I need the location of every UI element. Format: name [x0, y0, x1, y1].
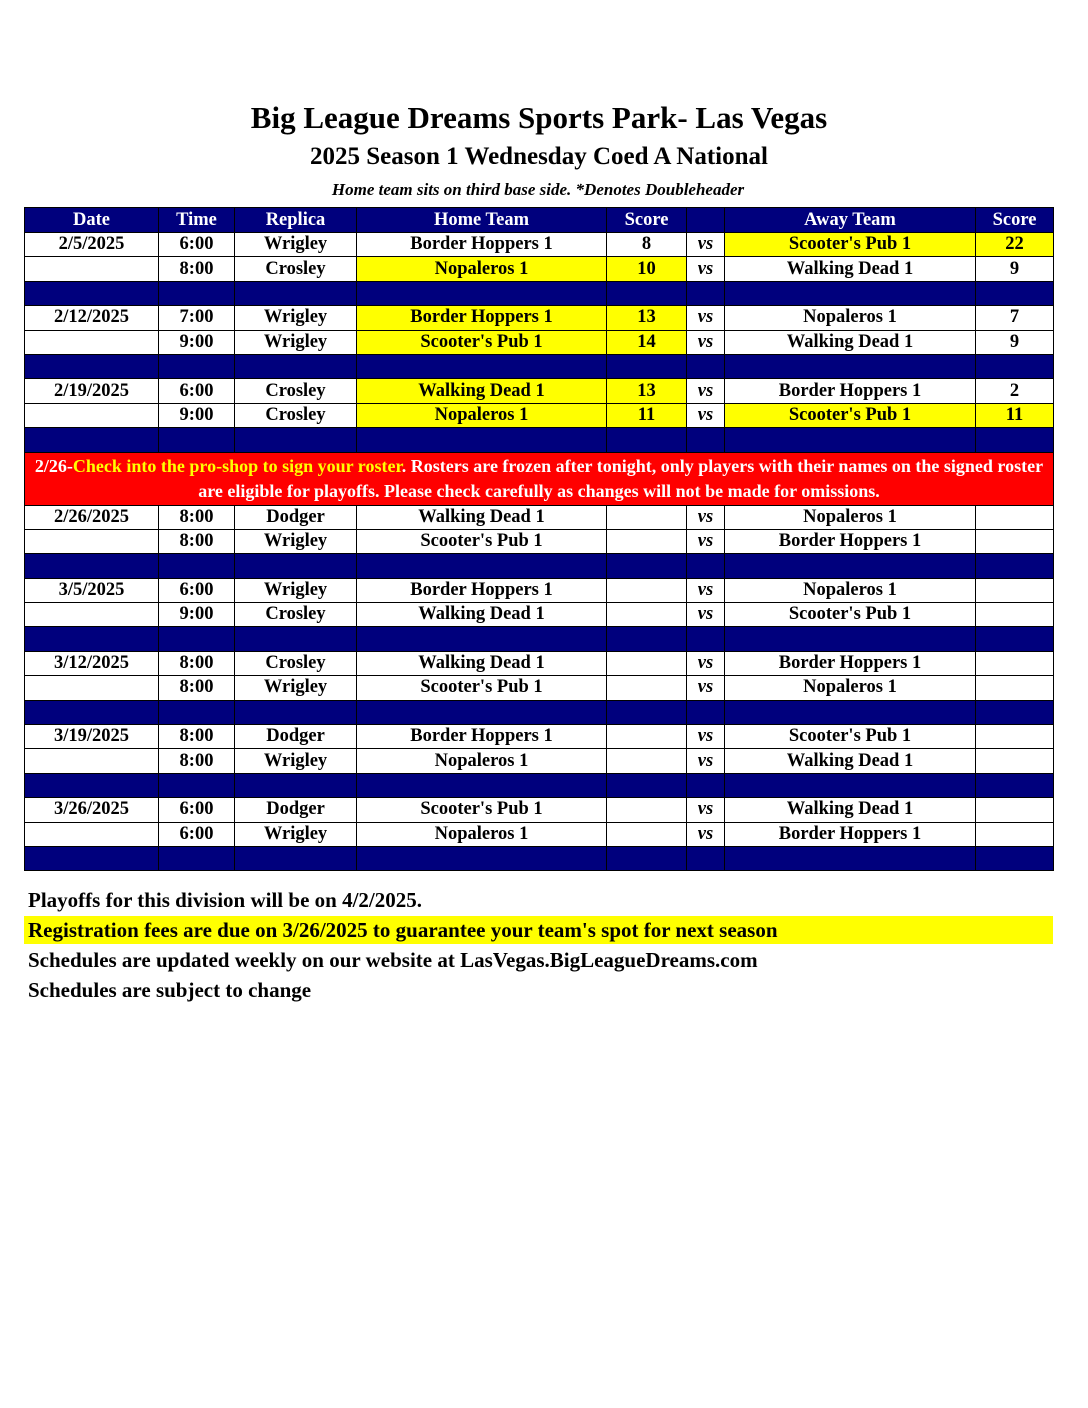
game-field: Crosley — [235, 379, 357, 403]
separator-cell — [607, 846, 687, 870]
home-team: Nopaleros 1 — [357, 749, 607, 773]
vs-label: vs — [687, 379, 725, 403]
home-team: Walking Dead 1 — [357, 603, 607, 627]
vs-label: vs — [687, 603, 725, 627]
separator-cell — [607, 354, 687, 378]
game-time: 9:00 — [159, 403, 235, 427]
away-score — [976, 603, 1054, 627]
separator-cell — [607, 627, 687, 651]
game-field: Wrigley — [235, 578, 357, 602]
separator-cell — [687, 554, 725, 578]
game-row — [25, 330, 1054, 354]
game-time: 8:00 — [159, 676, 235, 700]
separator-cell — [159, 846, 235, 870]
header-row — [25, 208, 1054, 233]
notice-lead: Check into the pro-shop to sign your roster — [72, 455, 402, 476]
game-row — [25, 676, 1054, 700]
game-time: 8:00 — [159, 725, 235, 749]
separator-cell — [607, 554, 687, 578]
vs-label: vs — [687, 306, 725, 330]
game-time: 8:00 — [159, 257, 235, 281]
game-field: Wrigley — [235, 749, 357, 773]
game-date — [25, 822, 159, 846]
separator-cell — [725, 554, 976, 578]
game-row — [25, 749, 1054, 773]
home-score: 11 — [607, 403, 687, 427]
separator-cell — [725, 281, 976, 305]
game-row — [25, 403, 1054, 427]
separator-cell — [235, 554, 357, 578]
game-time: 6:00 — [159, 379, 235, 403]
away-score: 9 — [976, 257, 1054, 281]
home-score — [607, 749, 687, 773]
game-row — [25, 822, 1054, 846]
vs-label: vs — [687, 749, 725, 773]
vs-label: vs — [687, 578, 725, 602]
game-row — [25, 505, 1054, 529]
notice-rest: . Rosters are frozen after tonight, only players with their names on the signed roster are eligible for playoffs. Please check carefully as changes will not be made for omissions. — [198, 455, 1044, 501]
away-score: 22 — [976, 233, 1054, 257]
notice-section — [25, 452, 1054, 505]
away-team: Nopaleros 1 — [725, 505, 976, 529]
game-field: Wrigley — [235, 306, 357, 330]
away-team: Scooter's Pub 1 — [725, 725, 976, 749]
game-time: 6:00 — [159, 578, 235, 602]
separator-cell — [235, 700, 357, 724]
separator-cell — [687, 627, 725, 651]
separator-cell — [687, 773, 725, 797]
separator-cell — [976, 773, 1054, 797]
home-team: Nopaleros 1 — [357, 257, 607, 281]
separator-cell — [159, 354, 235, 378]
separator-cell — [25, 773, 159, 797]
separator-cell — [25, 428, 159, 452]
game-field: Crosley — [235, 603, 357, 627]
away-team: Walking Dead 1 — [725, 749, 976, 773]
home-score: 13 — [607, 306, 687, 330]
separator-cell — [159, 627, 235, 651]
roster-notice-row — [25, 452, 1054, 505]
separator-cell — [235, 428, 357, 452]
col-away-team: Away Team — [725, 208, 976, 233]
game-row — [25, 725, 1054, 749]
game-row — [25, 798, 1054, 822]
roster-notice — [25, 452, 1054, 505]
home-score — [607, 676, 687, 700]
col-replica: Replica — [235, 208, 357, 233]
away-team: Scooter's Pub 1 — [725, 403, 976, 427]
separator-cell — [607, 428, 687, 452]
game-date: 2/12/2025 — [25, 306, 159, 330]
vs-label: vs — [687, 330, 725, 354]
col-vs — [687, 208, 725, 233]
vs-label: vs — [687, 822, 725, 846]
separator-cell — [357, 700, 607, 724]
separator-cell — [725, 846, 976, 870]
home-team: Nopaleros 1 — [357, 822, 607, 846]
away-score — [976, 676, 1054, 700]
game-date — [25, 330, 159, 354]
separator-cell — [235, 773, 357, 797]
away-score — [976, 578, 1054, 602]
vs-label: vs — [687, 676, 725, 700]
week-separator — [25, 354, 1054, 378]
game-row — [25, 233, 1054, 257]
separator-cell — [357, 773, 607, 797]
away-team: Border Hoppers 1 — [725, 651, 976, 675]
separator-cell — [357, 354, 607, 378]
game-time: 6:00 — [159, 233, 235, 257]
game-date: 3/26/2025 — [25, 798, 159, 822]
separator-cell — [25, 554, 159, 578]
game-date: 2/26/2025 — [25, 505, 159, 529]
game-row — [25, 257, 1054, 281]
registration-note: Registration fees are due on 3/26/2025 to guarantee your team's spot for next season — [24, 916, 1053, 944]
game-row — [25, 306, 1054, 330]
home-team: Border Hoppers 1 — [357, 306, 607, 330]
separator-cell — [25, 846, 159, 870]
away-score: 7 — [976, 306, 1054, 330]
separator-cell — [357, 846, 607, 870]
game-field: Wrigley — [235, 529, 357, 553]
col-away-score: Score — [976, 208, 1054, 233]
separator-cell — [235, 846, 357, 870]
separator-cell — [976, 700, 1054, 724]
separator-cell — [25, 281, 159, 305]
home-team: Scooter's Pub 1 — [357, 676, 607, 700]
away-score — [976, 725, 1054, 749]
game-field: Crosley — [235, 257, 357, 281]
separator-cell — [725, 627, 976, 651]
separator-cell — [725, 354, 976, 378]
game-date — [25, 529, 159, 553]
away-team: Border Hoppers 1 — [725, 822, 976, 846]
separator-cell — [607, 773, 687, 797]
away-team: Border Hoppers 1 — [725, 379, 976, 403]
home-team: Walking Dead 1 — [357, 505, 607, 529]
away-team: Walking Dead 1 — [725, 798, 976, 822]
home-score — [607, 651, 687, 675]
game-field: Wrigley — [235, 822, 357, 846]
notice-prefix: 2/26- — [34, 455, 73, 476]
away-score: 11 — [976, 403, 1054, 427]
game-time: 8:00 — [159, 651, 235, 675]
away-score: 9 — [976, 330, 1054, 354]
game-row — [25, 651, 1054, 675]
game-time: 7:00 — [159, 306, 235, 330]
away-score — [976, 749, 1054, 773]
game-row — [25, 529, 1054, 553]
game-date — [25, 749, 159, 773]
separator-cell — [159, 554, 235, 578]
away-score — [976, 505, 1054, 529]
home-score — [607, 603, 687, 627]
separator-cell — [687, 700, 725, 724]
away-team: Walking Dead 1 — [725, 330, 976, 354]
schedule-table — [24, 207, 1054, 871]
game-time: 9:00 — [159, 330, 235, 354]
game-date: 3/12/2025 — [25, 651, 159, 675]
home-score: 10 — [607, 257, 687, 281]
game-field: Wrigley — [235, 233, 357, 257]
league-subtitle: 2025 Season 1 Wednesday Coed A National — [310, 143, 768, 170]
week-separator — [25, 773, 1054, 797]
game-time: 9:00 — [159, 603, 235, 627]
away-score: 2 — [976, 379, 1054, 403]
away-score — [976, 798, 1054, 822]
schedule-note: Home team sits on third base side. *Denotes Doubleheader — [331, 180, 745, 199]
game-date: 2/19/2025 — [25, 379, 159, 403]
game-time: 6:00 — [159, 822, 235, 846]
week-separator — [25, 428, 1054, 452]
home-score: 14 — [607, 330, 687, 354]
game-field: Wrigley — [235, 676, 357, 700]
separator-cell — [976, 846, 1054, 870]
game-date: 2/5/2025 — [25, 233, 159, 257]
separator-cell — [159, 700, 235, 724]
separator-cell — [25, 700, 159, 724]
vs-label: vs — [687, 725, 725, 749]
away-team: Scooter's Pub 1 — [725, 603, 976, 627]
separator-cell — [357, 554, 607, 578]
col-home-score: Score — [607, 208, 687, 233]
separator-cell — [725, 700, 976, 724]
weeks-after-notice — [25, 505, 1054, 871]
home-team: Border Hoppers 1 — [357, 233, 607, 257]
separator-cell — [607, 281, 687, 305]
separator-cell — [25, 354, 159, 378]
separator-cell — [687, 428, 725, 452]
game-row — [25, 578, 1054, 602]
website-note: Schedules are updated weekly on our website at LasVegas.BigLeagueDreams.com — [28, 948, 758, 972]
away-team: Nopaleros 1 — [725, 578, 976, 602]
home-team: Nopaleros 1 — [357, 403, 607, 427]
away-team: Nopaleros 1 — [725, 676, 976, 700]
home-score — [607, 578, 687, 602]
away-team: Nopaleros 1 — [725, 306, 976, 330]
game-time: 8:00 — [159, 749, 235, 773]
separator-cell — [725, 428, 976, 452]
home-team: Border Hoppers 1 — [357, 578, 607, 602]
week-separator — [25, 700, 1054, 724]
home-score — [607, 505, 687, 529]
separator-cell — [357, 428, 607, 452]
separator-cell — [607, 700, 687, 724]
home-team: Scooter's Pub 1 — [357, 330, 607, 354]
separator-cell — [687, 281, 725, 305]
away-score — [976, 529, 1054, 553]
week-separator — [25, 846, 1054, 870]
separator-cell — [976, 281, 1054, 305]
game-date — [25, 676, 159, 700]
vs-label: vs — [687, 529, 725, 553]
week-separator — [25, 281, 1054, 305]
home-score — [607, 529, 687, 553]
game-date — [25, 403, 159, 427]
away-team: Walking Dead 1 — [725, 257, 976, 281]
separator-cell — [159, 428, 235, 452]
game-field: Wrigley — [235, 330, 357, 354]
game-field: Crosley — [235, 403, 357, 427]
separator-cell — [725, 773, 976, 797]
home-score — [607, 798, 687, 822]
home-score — [607, 725, 687, 749]
vs-label: vs — [687, 798, 725, 822]
game-date: 3/5/2025 — [25, 578, 159, 602]
week-separator — [25, 554, 1054, 578]
away-team: Border Hoppers 1 — [725, 529, 976, 553]
home-team: Walking Dead 1 — [357, 379, 607, 403]
game-time: 8:00 — [159, 529, 235, 553]
home-team: Scooter's Pub 1 — [357, 529, 607, 553]
col-date: Date — [25, 208, 159, 233]
home-score: 13 — [607, 379, 687, 403]
game-date — [25, 257, 159, 281]
game-time: 6:00 — [159, 798, 235, 822]
weeks-before-notice — [25, 233, 1054, 453]
week-separator — [25, 627, 1054, 651]
separator-cell — [687, 354, 725, 378]
game-field: Dodger — [235, 798, 357, 822]
separator-cell — [976, 354, 1054, 378]
vs-label: vs — [687, 403, 725, 427]
separator-cell — [687, 846, 725, 870]
separator-cell — [159, 773, 235, 797]
col-home-team: Home Team — [357, 208, 607, 233]
game-field: Crosley — [235, 651, 357, 675]
game-date — [25, 603, 159, 627]
home-team: Scooter's Pub 1 — [357, 798, 607, 822]
vs-label: vs — [687, 651, 725, 675]
home-team: Border Hoppers 1 — [357, 725, 607, 749]
home-team: Walking Dead 1 — [357, 651, 607, 675]
game-row — [25, 379, 1054, 403]
vs-label: vs — [687, 505, 725, 529]
game-row — [25, 603, 1054, 627]
away-team: Scooter's Pub 1 — [725, 233, 976, 257]
separator-cell — [159, 281, 235, 305]
game-field: Dodger — [235, 725, 357, 749]
separator-cell — [976, 428, 1054, 452]
subject-note: Schedules are subject to change — [28, 978, 312, 1002]
separator-cell — [976, 627, 1054, 651]
game-time: 8:00 — [159, 505, 235, 529]
away-score — [976, 822, 1054, 846]
separator-cell — [357, 281, 607, 305]
vs-label: vs — [687, 257, 725, 281]
page-title: Big League Dreams Sports Park- Las Vegas — [250, 100, 828, 135]
separator-cell — [235, 627, 357, 651]
separator-cell — [235, 354, 357, 378]
game-date: 3/19/2025 — [25, 725, 159, 749]
home-score — [607, 822, 687, 846]
game-field: Dodger — [235, 505, 357, 529]
col-time: Time — [159, 208, 235, 233]
playoffs-note: Playoffs for this division will be on 4/2/2025. — [28, 888, 422, 912]
separator-cell — [976, 554, 1054, 578]
separator-cell — [25, 627, 159, 651]
separator-cell — [357, 627, 607, 651]
away-score — [976, 651, 1054, 675]
separator-cell — [235, 281, 357, 305]
vs-label: vs — [687, 233, 725, 257]
home-score: 8 — [607, 233, 687, 257]
